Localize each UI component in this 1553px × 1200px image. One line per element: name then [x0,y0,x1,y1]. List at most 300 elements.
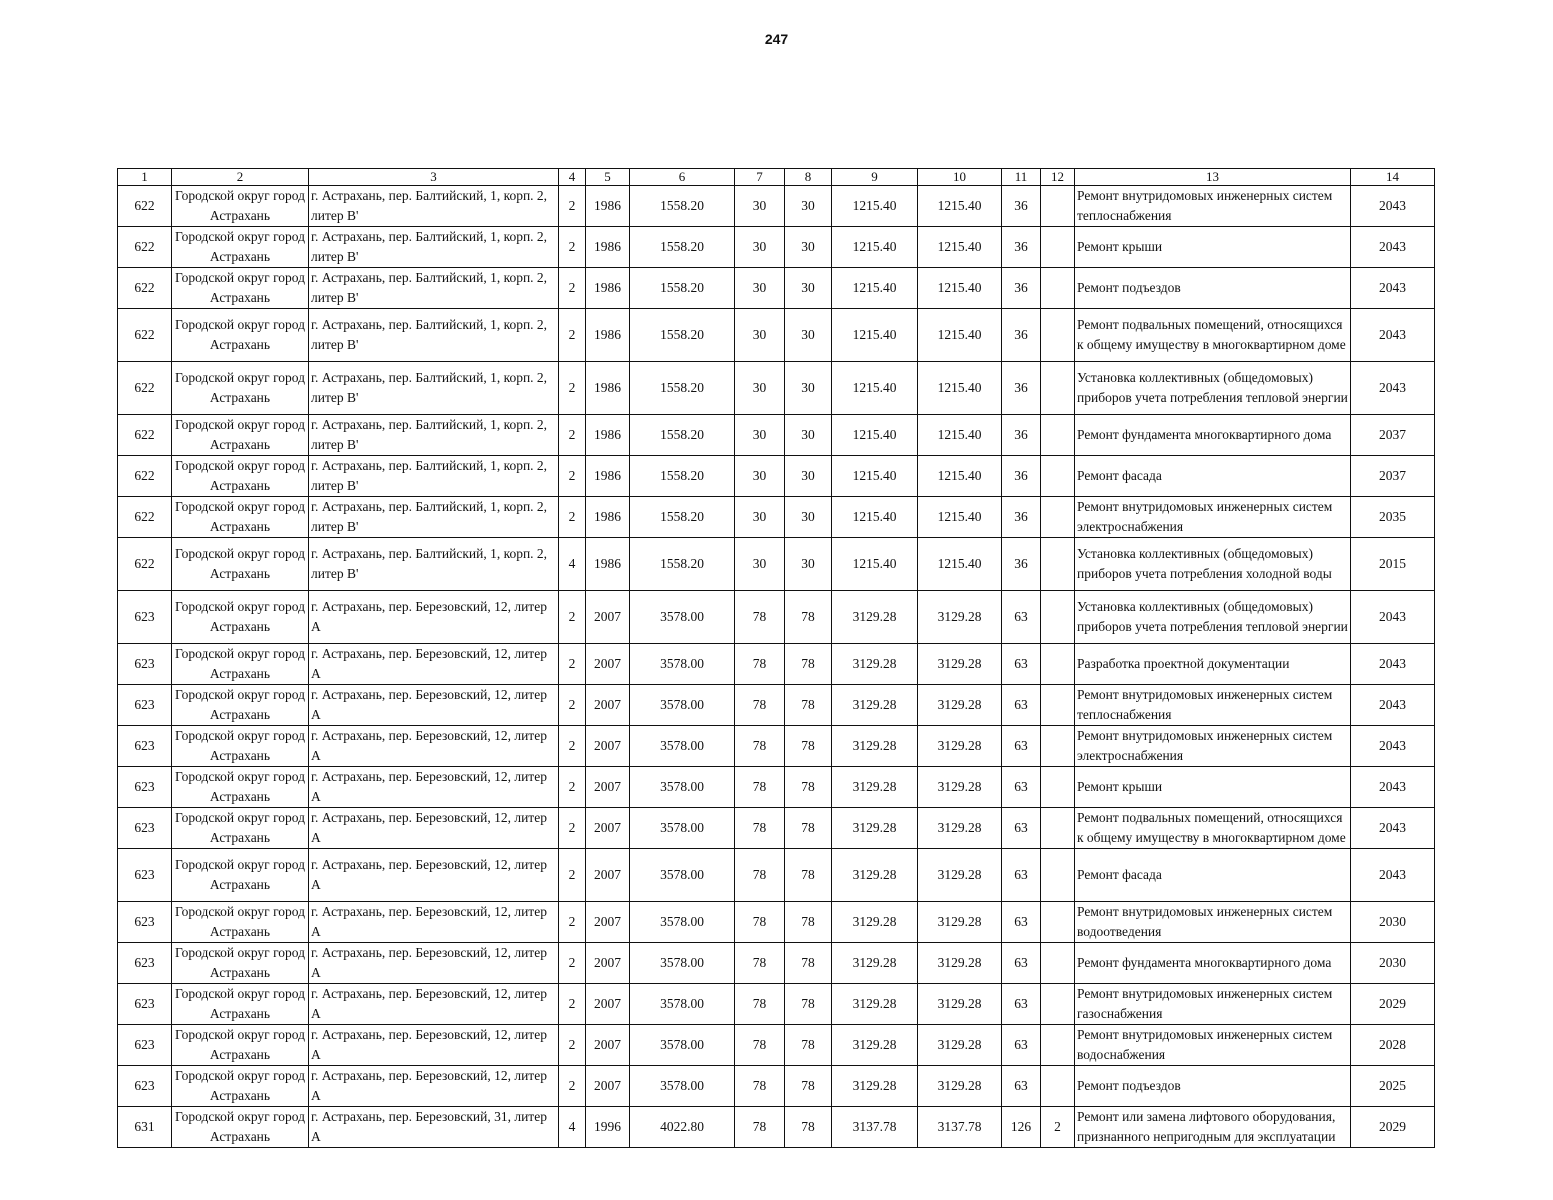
table-row [118,538,1435,591]
cell-col-7: 30 [735,456,785,497]
cell-total-area: 3578.00 [630,767,735,808]
column-header: 13 [1075,169,1351,186]
cell-work-type: Установка коллективных (общедомовых) приборов учета потребления тепловой энергии [1075,591,1351,644]
cell-planned-year: 2037 [1351,415,1435,456]
cell-col-7: 78 [735,902,785,943]
cell-work-type: Установка коллективных (общедомовых) приборов учета потребления тепловой энергии [1075,362,1351,415]
cell-address: г. Астрахань, пер. Березовский, 12, литер А [309,1025,559,1066]
cell-col-7: 78 [735,767,785,808]
table-row [118,984,1435,1025]
cell-area-10: 3129.28 [918,849,1002,902]
cell-area-10: 3129.28 [918,984,1002,1025]
cell-number: 622 [118,268,172,309]
cell-col-7: 78 [735,1107,785,1148]
cell-work-type: Ремонт внутридомовых инженерных систем электроснабжения [1075,497,1351,538]
cell-area-9: 3129.28 [832,1025,918,1066]
cell-col-11: 36 [1002,268,1041,309]
cell-year: 2007 [586,849,630,902]
cell-area-10: 3129.28 [918,685,1002,726]
column-header: 14 [1351,169,1435,186]
cell-number: 623 [118,849,172,902]
cell-floors: 2 [559,726,586,767]
cell-planned-year: 2043 [1351,186,1435,227]
cell-year: 2007 [586,808,630,849]
cell-year: 1986 [586,497,630,538]
cell-col-12 [1041,1066,1075,1107]
cell-work-type: Ремонт или замена лифтового оборудования, признанного непригодным для эксплуатации [1075,1107,1351,1148]
cell-col-7: 78 [735,1025,785,1066]
cell-col-8: 78 [785,984,832,1025]
cell-floors: 4 [559,538,586,591]
cell-col-12 [1041,767,1075,808]
cell-address: г. Астрахань, пер. Березовский, 12, литер А [309,808,559,849]
cell-col-12 [1041,902,1075,943]
cell-total-area: 1558.20 [630,227,735,268]
column-number-row [118,169,1435,186]
cell-work-type: Ремонт подъездов [1075,1066,1351,1107]
cell-col-11: 63 [1002,726,1041,767]
cell-municipality: Городской округ город Астрахань [172,902,309,943]
cell-col-11: 63 [1002,943,1041,984]
cell-col-8: 78 [785,943,832,984]
cell-municipality: Городской округ город Астрахань [172,767,309,808]
cell-area-10: 1215.40 [918,497,1002,538]
cell-planned-year: 2030 [1351,902,1435,943]
cell-planned-year: 2043 [1351,849,1435,902]
cell-area-10: 3129.28 [918,726,1002,767]
cell-floors: 2 [559,415,586,456]
cell-area-10: 1215.40 [918,362,1002,415]
cell-area-9: 1215.40 [832,538,918,591]
cell-col-8: 78 [785,685,832,726]
cell-municipality: Городской округ город Астрахань [172,849,309,902]
cell-col-7: 30 [735,309,785,362]
cell-area-10: 3129.28 [918,943,1002,984]
cell-col-7: 78 [735,591,785,644]
cell-planned-year: 2043 [1351,268,1435,309]
cell-area-9: 3129.28 [832,726,918,767]
cell-year: 2007 [586,726,630,767]
cell-planned-year: 2043 [1351,685,1435,726]
cell-col-8: 78 [785,644,832,685]
cell-total-area: 3578.00 [630,1066,735,1107]
cell-number: 623 [118,591,172,644]
cell-col-12 [1041,591,1075,644]
cell-col-7: 30 [735,415,785,456]
cell-municipality: Городской округ город Астрахань [172,497,309,538]
cell-floors: 2 [559,902,586,943]
cell-year: 2007 [586,644,630,685]
cell-col-8: 78 [785,849,832,902]
cell-area-10: 3129.28 [918,767,1002,808]
cell-planned-year: 2043 [1351,726,1435,767]
cell-number: 623 [118,1066,172,1107]
cell-floors: 2 [559,268,586,309]
cell-address: г. Астрахань, пер. Балтийский, 1, корп. 2, литер В' [309,456,559,497]
column-header: 7 [735,169,785,186]
cell-col-11: 63 [1002,591,1041,644]
cell-col-12 [1041,726,1075,767]
cell-area-10: 1215.40 [918,538,1002,591]
cell-col-12 [1041,362,1075,415]
cell-floors: 2 [559,227,586,268]
cell-col-8: 30 [785,456,832,497]
cell-floors: 2 [559,767,586,808]
cell-col-11: 36 [1002,309,1041,362]
cell-municipality: Городской округ город Астрахань [172,644,309,685]
cell-area-10: 3129.28 [918,902,1002,943]
cell-total-area: 1558.20 [630,456,735,497]
cell-year: 2007 [586,591,630,644]
cell-planned-year: 2043 [1351,808,1435,849]
column-header: 12 [1041,169,1075,186]
cell-number: 622 [118,309,172,362]
cell-planned-year: 2037 [1351,456,1435,497]
cell-col-11: 63 [1002,984,1041,1025]
cell-planned-year: 2035 [1351,497,1435,538]
cell-area-10: 1215.40 [918,456,1002,497]
table-row [118,309,1435,362]
cell-address: г. Астрахань, пер. Балтийский, 1, корп. 2, литер В' [309,227,559,268]
cell-address: г. Астрахань, пер. Балтийский, 1, корп. 2, литер В' [309,186,559,227]
cell-floors: 2 [559,186,586,227]
cell-area-10: 1215.40 [918,186,1002,227]
table-row [118,1066,1435,1107]
cell-col-12 [1041,415,1075,456]
cell-col-7: 78 [735,644,785,685]
cell-floors: 2 [559,1066,586,1107]
cell-floors: 2 [559,497,586,538]
cell-col-12 [1041,808,1075,849]
cell-year: 2007 [586,943,630,984]
cell-total-area: 1558.20 [630,186,735,227]
cell-area-9: 1215.40 [832,309,918,362]
cell-planned-year: 2025 [1351,1066,1435,1107]
cell-total-area: 1558.20 [630,268,735,309]
cell-number: 623 [118,984,172,1025]
column-header: 8 [785,169,832,186]
cell-col-12 [1041,456,1075,497]
cell-municipality: Городской округ город Астрахань [172,808,309,849]
cell-work-type: Ремонт внутридомовых инженерных систем водоотведения [1075,902,1351,943]
cell-work-type: Ремонт подвальных помещений, относящихся к общему имуществу в многоквартирном доме [1075,309,1351,362]
cell-area-10: 3129.28 [918,808,1002,849]
cell-floors: 2 [559,591,586,644]
column-header: 3 [309,169,559,186]
cell-area-10: 3129.28 [918,644,1002,685]
cell-col-7: 78 [735,808,785,849]
cell-total-area: 3578.00 [630,644,735,685]
cell-area-9: 1215.40 [832,362,918,415]
cell-area-9: 3129.28 [832,767,918,808]
cell-col-7: 78 [735,685,785,726]
cell-area-9: 3129.28 [832,808,918,849]
cell-col-8: 30 [785,497,832,538]
table-row [118,1025,1435,1066]
table-row [118,902,1435,943]
cell-municipality: Городской округ город Астрахань [172,415,309,456]
cell-col-11: 63 [1002,685,1041,726]
cell-planned-year: 2043 [1351,644,1435,685]
cell-planned-year: 2030 [1351,943,1435,984]
cell-address: г. Астрахань, пер. Балтийский, 1, корп. 2, литер В' [309,309,559,362]
cell-total-area: 1558.20 [630,497,735,538]
cell-year: 1986 [586,309,630,362]
cell-area-10: 1215.40 [918,309,1002,362]
cell-address: г. Астрахань, пер. Березовский, 12, литер А [309,943,559,984]
cell-col-8: 30 [785,538,832,591]
table-row [118,767,1435,808]
table-row [118,456,1435,497]
cell-total-area: 3578.00 [630,808,735,849]
cell-planned-year: 2029 [1351,1107,1435,1148]
cell-address: г. Астрахань, пер. Березовский, 12, литер А [309,591,559,644]
cell-number: 622 [118,497,172,538]
cell-municipality: Городской округ город Астрахань [172,984,309,1025]
cell-total-area: 3578.00 [630,849,735,902]
cell-col-8: 30 [785,415,832,456]
cell-work-type: Ремонт внутридомовых инженерных систем газоснабжения [1075,984,1351,1025]
cell-col-7: 30 [735,538,785,591]
cell-area-9: 3129.28 [832,984,918,1025]
cell-planned-year: 2029 [1351,984,1435,1025]
cell-work-type: Ремонт подъездов [1075,268,1351,309]
cell-number: 623 [118,808,172,849]
cell-col-12 [1041,685,1075,726]
column-header: 9 [832,169,918,186]
cell-number: 623 [118,943,172,984]
table-row [118,591,1435,644]
cell-year: 1986 [586,186,630,227]
cell-col-12 [1041,538,1075,591]
column-header: 2 [172,169,309,186]
table-row [118,943,1435,984]
cell-col-7: 30 [735,268,785,309]
cell-col-11: 126 [1002,1107,1041,1148]
page-number: 247 [764,31,789,47]
cell-col-8: 78 [785,591,832,644]
cell-number: 623 [118,1025,172,1066]
table-row [118,415,1435,456]
cell-area-9: 3129.28 [832,849,918,902]
cell-col-12 [1041,849,1075,902]
cell-area-10: 3129.28 [918,1066,1002,1107]
cell-address: г. Астрахань, пер. Балтийский, 1, корп. 2, литер В' [309,538,559,591]
cell-planned-year: 2043 [1351,227,1435,268]
column-header: 4 [559,169,586,186]
cell-municipality: Городской округ город Астрахань [172,726,309,767]
cell-col-8: 30 [785,268,832,309]
cell-year: 1986 [586,538,630,591]
cell-year: 2007 [586,984,630,1025]
cell-year: 2007 [586,902,630,943]
cell-number: 622 [118,415,172,456]
cell-col-8: 30 [785,227,832,268]
repair-schedule-table [117,168,1435,1148]
cell-municipality: Городской округ город Астрахань [172,362,309,415]
cell-work-type: Разработка проектной документации [1075,644,1351,685]
cell-municipality: Городской округ город Астрахань [172,1025,309,1066]
cell-col-12 [1041,186,1075,227]
cell-col-12: 2 [1041,1107,1075,1148]
cell-col-12 [1041,268,1075,309]
cell-col-7: 78 [735,943,785,984]
cell-col-11: 36 [1002,538,1041,591]
cell-work-type: Ремонт крыши [1075,767,1351,808]
cell-area-9: 1215.40 [832,415,918,456]
cell-col-11: 36 [1002,456,1041,497]
table-body [118,186,1435,1148]
cell-municipality: Городской округ город Астрахань [172,268,309,309]
cell-total-area: 3578.00 [630,726,735,767]
table-row [118,227,1435,268]
cell-total-area: 1558.20 [630,309,735,362]
cell-floors: 2 [559,644,586,685]
cell-area-9: 1215.40 [832,227,918,268]
cell-col-7: 78 [735,984,785,1025]
cell-municipality: Городской округ город Астрахань [172,1107,309,1148]
cell-address: г. Астрахань, пер. Балтийский, 1, корп. 2, литер В' [309,497,559,538]
cell-total-area: 1558.20 [630,415,735,456]
cell-planned-year: 2043 [1351,591,1435,644]
cell-municipality: Городской округ город Астрахань [172,943,309,984]
cell-work-type: Ремонт внутридомовых инженерных систем электроснабжения [1075,726,1351,767]
cell-area-9: 1215.40 [832,497,918,538]
cell-year: 1986 [586,362,630,415]
cell-col-12 [1041,227,1075,268]
cell-floors: 2 [559,943,586,984]
cell-col-8: 78 [785,767,832,808]
cell-address: г. Астрахань, пер. Березовский, 12, литер А [309,849,559,902]
cell-area-9: 3137.78 [832,1107,918,1148]
cell-col-7: 78 [735,1066,785,1107]
cell-address: г. Астрахань, пер. Березовский, 12, литер А [309,984,559,1025]
cell-floors: 2 [559,362,586,415]
cell-year: 1986 [586,456,630,497]
cell-work-type: Ремонт фасада [1075,456,1351,497]
cell-address: г. Астрахань, пер. Березовский, 12, литер А [309,726,559,767]
cell-work-type: Ремонт фасада [1075,849,1351,902]
cell-municipality: Городской округ город Астрахань [172,227,309,268]
table-row [118,644,1435,685]
cell-col-12 [1041,984,1075,1025]
cell-area-9: 3129.28 [832,591,918,644]
cell-col-11: 36 [1002,497,1041,538]
table-row [118,362,1435,415]
cell-planned-year: 2043 [1351,362,1435,415]
cell-address: г. Астрахань, пер. Березовский, 12, литер А [309,767,559,808]
cell-total-area: 3578.00 [630,591,735,644]
column-header: 1 [118,169,172,186]
cell-number: 623 [118,644,172,685]
cell-col-11: 63 [1002,902,1041,943]
cell-work-type: Установка коллективных (общедомовых) приборов учета потребления холодной воды [1075,538,1351,591]
cell-number: 631 [118,1107,172,1148]
cell-col-12 [1041,644,1075,685]
cell-col-8: 78 [785,1025,832,1066]
cell-address: г. Астрахань, пер. Балтийский, 1, корп. 2, литер В' [309,362,559,415]
cell-area-10: 3129.28 [918,1025,1002,1066]
cell-municipality: Городской округ город Астрахань [172,538,309,591]
cell-address: г. Астрахань, пер. Балтийский, 1, корп. 2, литер В' [309,415,559,456]
cell-area-10: 1215.40 [918,415,1002,456]
cell-work-type: Ремонт внутридомовых инженерных систем теплоснабжения [1075,685,1351,726]
cell-area-10: 3137.78 [918,1107,1002,1148]
cell-year: 1986 [586,268,630,309]
table-row [118,1107,1435,1148]
cell-number: 622 [118,227,172,268]
cell-col-11: 63 [1002,808,1041,849]
column-header: 6 [630,169,735,186]
cell-floors: 2 [559,456,586,497]
cell-area-10: 1215.40 [918,227,1002,268]
cell-col-11: 36 [1002,415,1041,456]
cell-municipality: Городской округ город Астрахань [172,186,309,227]
cell-planned-year: 2043 [1351,767,1435,808]
cell-area-10: 3129.28 [918,591,1002,644]
cell-floors: 2 [559,849,586,902]
cell-total-area: 3578.00 [630,1025,735,1066]
cell-col-8: 78 [785,726,832,767]
cell-address: г. Астрахань, пер. Березовский, 12, литер А [309,685,559,726]
cell-year: 2007 [586,767,630,808]
cell-number: 623 [118,767,172,808]
cell-year: 2007 [586,1025,630,1066]
cell-col-8: 78 [785,1107,832,1148]
cell-work-type: Ремонт подвальных помещений, относящихся к общему имуществу в многоквартирном доме [1075,808,1351,849]
cell-area-9: 3129.28 [832,943,918,984]
cell-col-7: 78 [735,726,785,767]
cell-floors: 2 [559,808,586,849]
cell-total-area: 3578.00 [630,984,735,1025]
cell-col-11: 63 [1002,767,1041,808]
cell-year: 2007 [586,685,630,726]
cell-area-9: 1215.40 [832,456,918,497]
cell-col-12 [1041,497,1075,538]
cell-year: 2007 [586,1066,630,1107]
cell-col-7: 30 [735,497,785,538]
cell-work-type: Ремонт внутридомовых инженерных систем водоснабжения [1075,1025,1351,1066]
cell-col-8: 30 [785,309,832,362]
cell-col-8: 78 [785,1066,832,1107]
cell-floors: 2 [559,685,586,726]
cell-year: 1986 [586,227,630,268]
table-row [118,849,1435,902]
cell-number: 622 [118,186,172,227]
cell-col-11: 36 [1002,186,1041,227]
cell-planned-year: 2043 [1351,309,1435,362]
cell-number: 623 [118,902,172,943]
cell-col-8: 78 [785,902,832,943]
cell-municipality: Городской округ город Астрахань [172,591,309,644]
cell-number: 622 [118,456,172,497]
cell-area-9: 3129.28 [832,685,918,726]
table-row [118,268,1435,309]
cell-col-8: 30 [785,186,832,227]
cell-planned-year: 2015 [1351,538,1435,591]
cell-col-7: 30 [735,362,785,415]
cell-area-9: 3129.28 [832,644,918,685]
cell-municipality: Городской округ город Астрахань [172,309,309,362]
cell-total-area: 3578.00 [630,943,735,984]
cell-number: 622 [118,538,172,591]
table-row [118,186,1435,227]
cell-col-11: 63 [1002,1025,1041,1066]
cell-total-area: 1558.20 [630,362,735,415]
cell-number: 622 [118,362,172,415]
column-header: 10 [918,169,1002,186]
cell-number: 623 [118,685,172,726]
